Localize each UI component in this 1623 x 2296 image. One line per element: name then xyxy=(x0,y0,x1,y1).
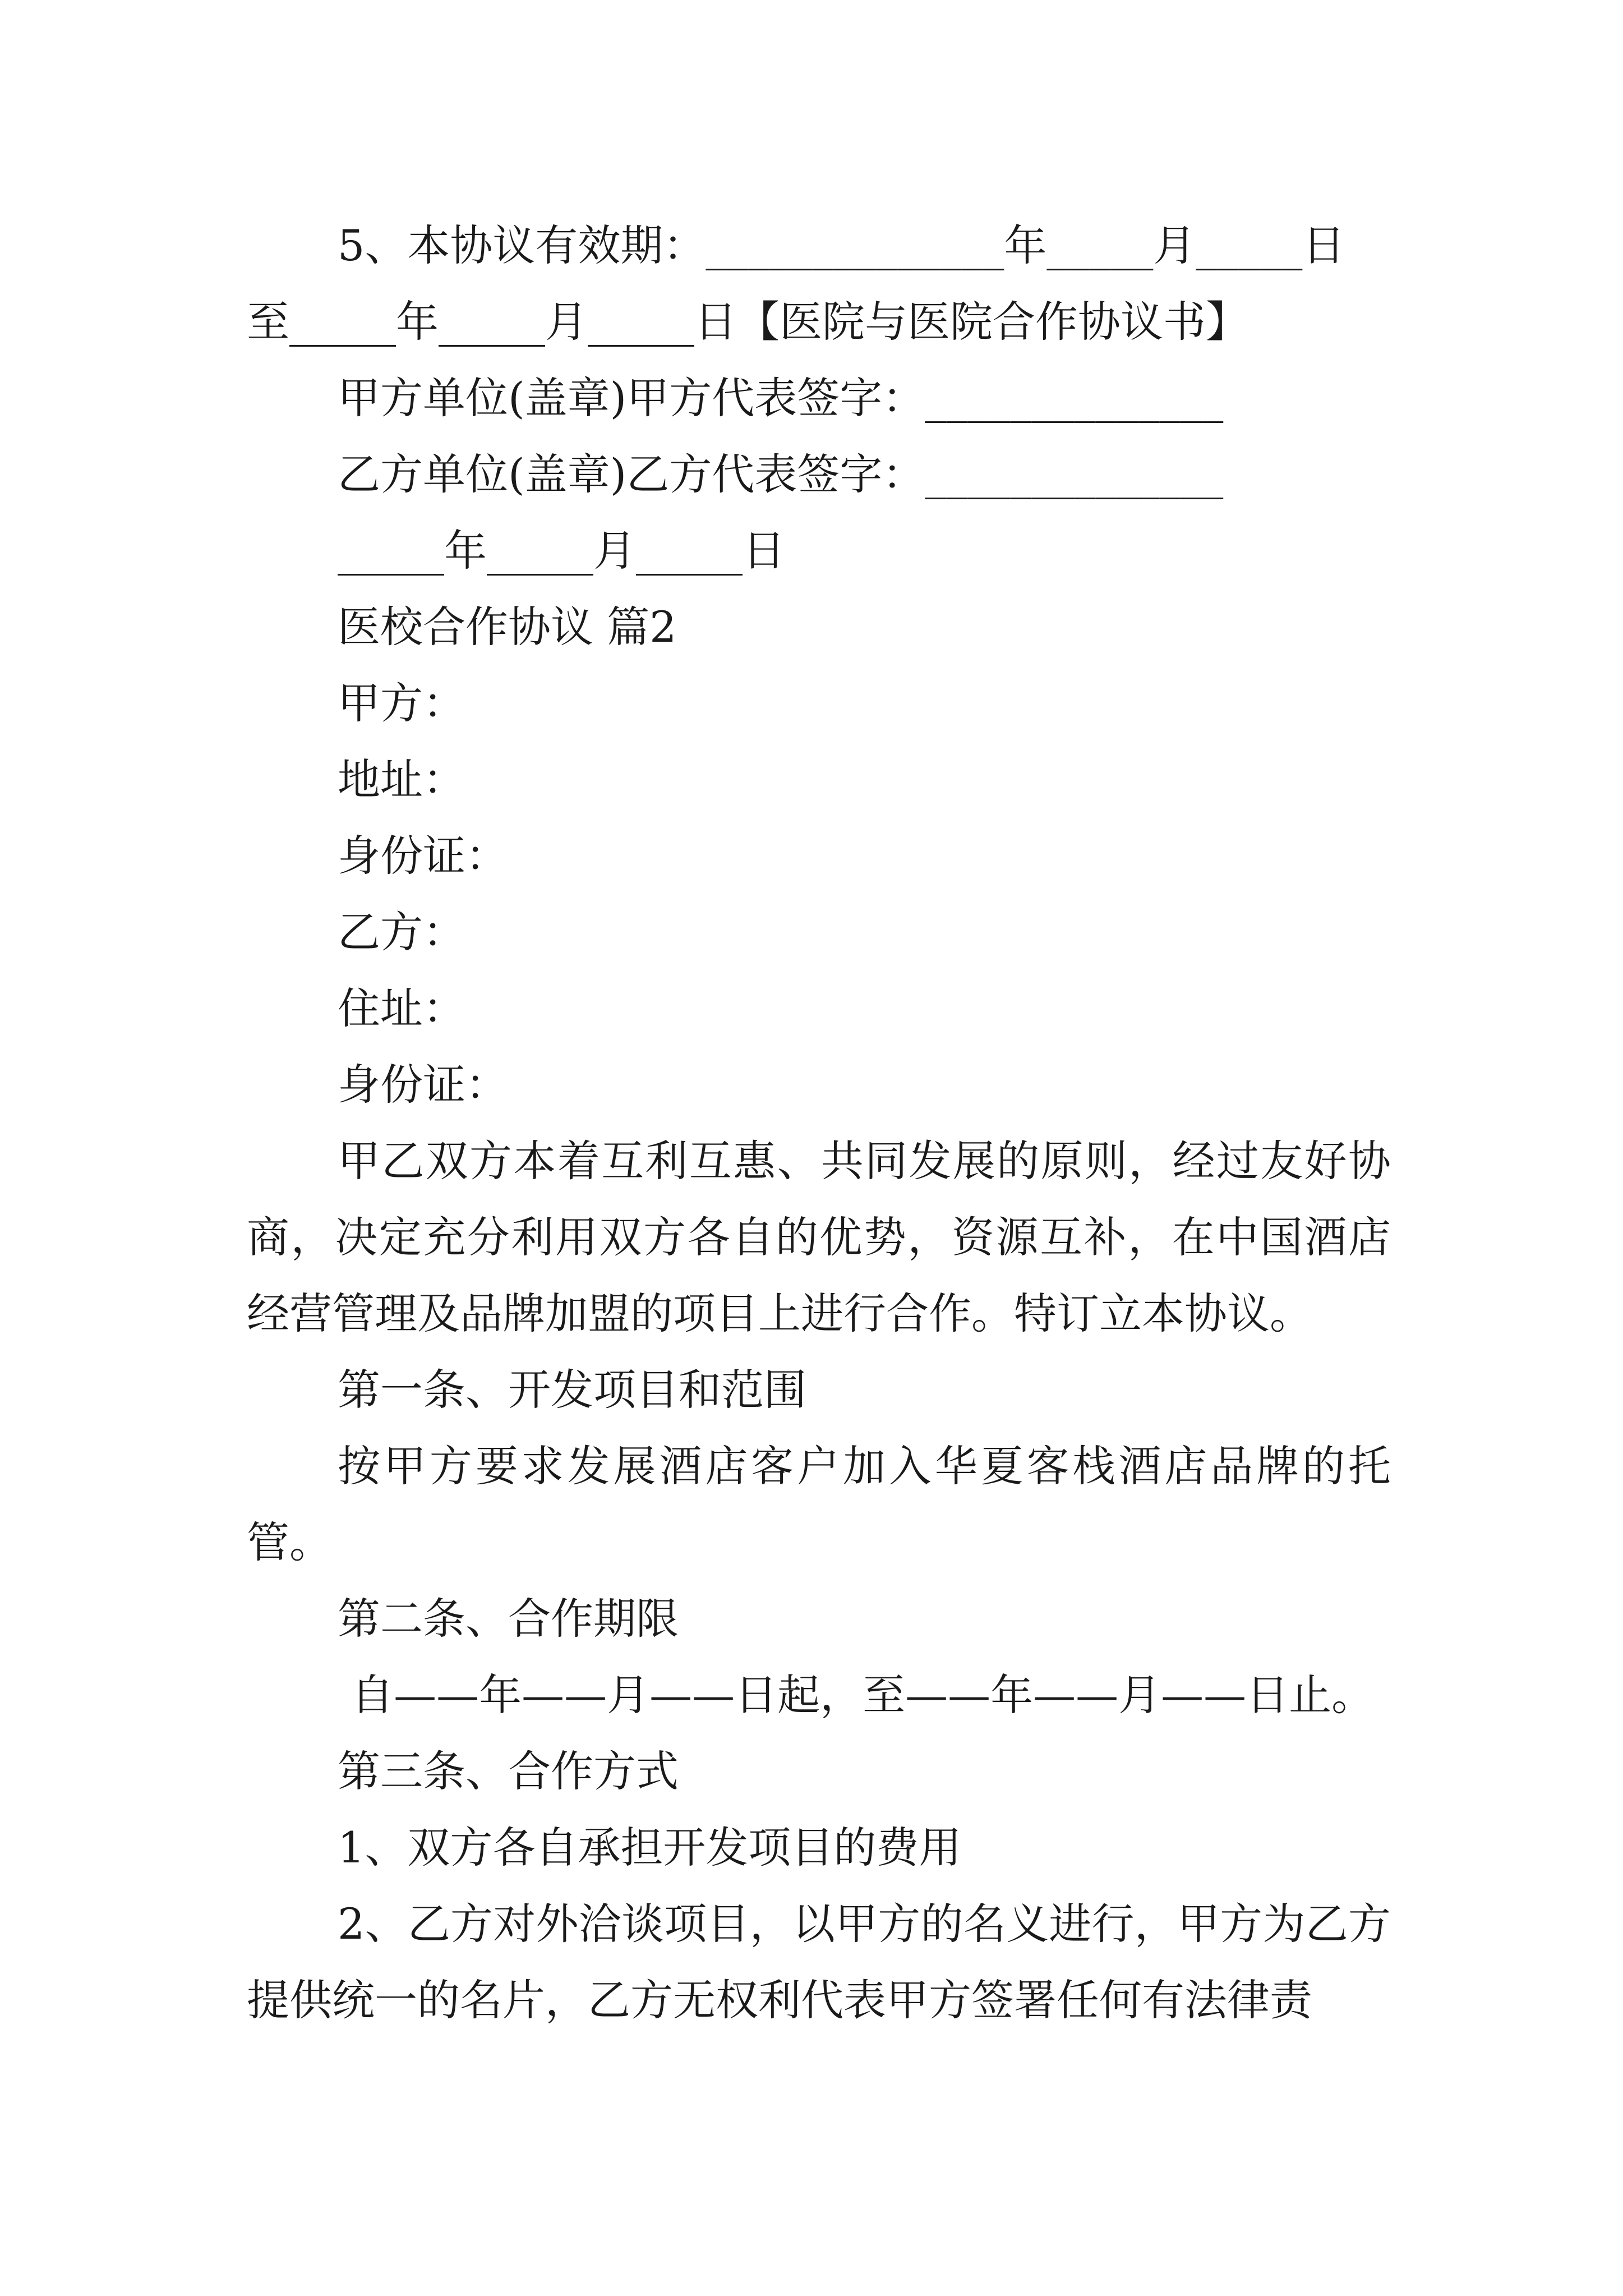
party-a-id: 身份证： xyxy=(338,831,508,881)
party-a-signature: 甲方单位(盖章)甲方代表签字：______________ xyxy=(338,373,1224,423)
article-1-body: 按甲方要求发展酒店客户加入华夏客栈酒店品牌的托管。 xyxy=(247,1441,1391,1567)
article-1-title: 第一条、开发项目和范围 xyxy=(338,1365,806,1415)
party-b-id: 身份证： xyxy=(338,1060,508,1110)
article-3-item-1: 1、双方各自承担开发项目的费用 xyxy=(338,1823,962,1872)
sign-date: _____年_____月_____日 xyxy=(338,526,785,576)
party-b-signature: 乙方单位(盖章)乙方代表签字：______________ xyxy=(338,449,1224,499)
document-body xyxy=(247,208,1391,2039)
article-3-item-2: 2、乙方对外洽谈项目，以甲方的名义进行，甲方为乙方提供统一的名片，乙方无权利代表甲方签署任何有法律责 xyxy=(247,1899,1391,2025)
preamble-paragraph: 甲乙双方本着互利互惠、共同发展的原则，经过友好协商，决定充分利用双方各自的优势，资源互补，在中国酒店经营管理及品牌加盟的项目上进行合作。特订立本协议。 xyxy=(247,1136,1391,1338)
article-2-title: 第二条、合作期限 xyxy=(338,1594,679,1644)
party-a-label: 甲方： xyxy=(338,678,465,728)
article-2-body: 自——年——月——日起，至——年——月——日止。 xyxy=(338,1670,1375,1720)
validity-line-1: 5、本协议有效期：______________年_____月_____日 xyxy=(338,220,1345,270)
party-a-address: 地址： xyxy=(338,754,465,804)
article-3-title: 第三条、合作方式 xyxy=(338,1746,679,1796)
validity-line-2: 至_____年_____月_____日【医院与医院合作协议书】 xyxy=(247,297,1248,347)
party-b-label: 乙方： xyxy=(338,907,465,957)
party-b-address: 住址： xyxy=(338,983,465,1033)
section-title: 医校合作协议 篇2 xyxy=(338,602,677,652)
